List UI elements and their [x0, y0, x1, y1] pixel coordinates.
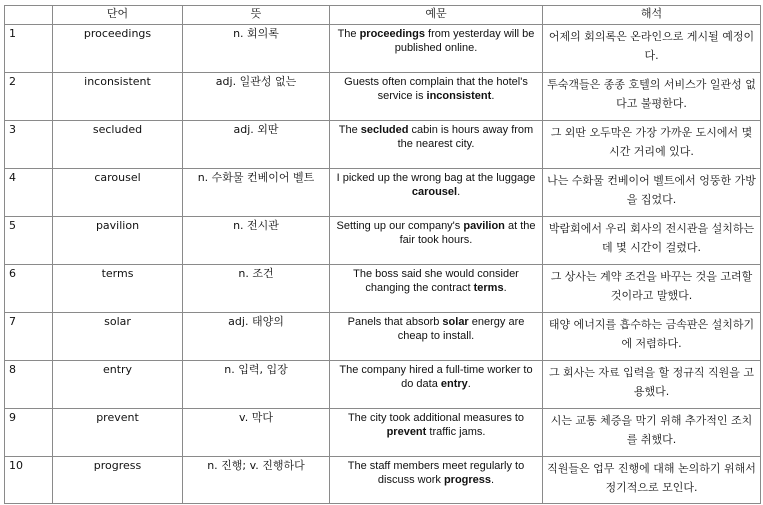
vocab-word: entry	[53, 361, 183, 409]
example-keyword: proceedings	[359, 28, 425, 40]
example-sentence	[330, 217, 543, 265]
table-row	[5, 313, 761, 361]
table-row	[5, 121, 761, 169]
example-text: traffic jams.	[426, 426, 486, 438]
row-number: 5	[5, 217, 53, 265]
vocab-word: secluded	[53, 121, 183, 169]
word-meaning: n. 수화물 컨베이어 벨트	[183, 169, 330, 217]
example-text: cabin is hours away from the nearest city.	[397, 124, 534, 150]
example-keyword: inconsistent	[426, 90, 492, 102]
row-number: 4	[5, 169, 53, 217]
korean-translation: 어제의 회의록은 온라인으로 게시될 예정이다.	[543, 25, 761, 73]
example-text: .	[503, 282, 507, 294]
word-meaning: v. 막다	[183, 409, 330, 457]
vocab-word: solar	[53, 313, 183, 361]
example-text: Guests often complain that the hotel's service is	[344, 76, 528, 102]
vocab-word: proceedings	[53, 25, 183, 73]
row-number: 8	[5, 361, 53, 409]
example-keyword: secluded	[360, 124, 409, 136]
word-meaning: adj. 태양의	[183, 313, 330, 361]
word-meaning: n. 전시관	[183, 217, 330, 265]
example-keyword: progress	[443, 474, 492, 486]
row-number: 1	[5, 25, 53, 73]
example-text: The boss said she would consider changing the contract	[353, 268, 519, 294]
example-sentence	[330, 409, 543, 457]
example-text: The staff members meet regularly to discuss work	[347, 460, 525, 486]
korean-translation: 태양 에너지를 흡수하는 금속판은 설치하기에 저렴하다.	[543, 313, 761, 361]
word-meaning: n. 조건	[183, 265, 330, 313]
table-body	[5, 25, 761, 504]
header-meaning: 뜻	[183, 6, 330, 25]
example-text: .	[491, 90, 495, 102]
example-text: The	[337, 28, 360, 40]
korean-translation: 시는 교통 체증을 막기 위해 추가적인 조치를 취했다.	[543, 409, 761, 457]
example-sentence	[330, 265, 543, 313]
vocab-word: progress	[53, 457, 183, 504]
example-text: Panels that absorb	[347, 316, 443, 328]
example-text: energy are cheap to install.	[397, 316, 525, 342]
vocab-word: terms	[53, 265, 183, 313]
row-number: 9	[5, 409, 53, 457]
example-text: from yesterday will be published online.	[394, 28, 535, 54]
word-meaning: n. 진행; v. 진행하다	[183, 457, 330, 504]
header-word: 단어	[53, 6, 183, 25]
korean-translation: 그 회사는 자료 입력을 할 정규직 직원을 고용했다.	[543, 361, 761, 409]
row-number: 2	[5, 73, 53, 121]
korean-translation: 투숙객들은 종종 호텔의 서비스가 일관성 없다고 불평한다.	[543, 73, 761, 121]
example-text: The	[338, 124, 361, 136]
example-text: The city took additional measures to	[347, 412, 525, 424]
vocabulary-table	[4, 5, 761, 504]
example-text: .	[457, 186, 461, 198]
word-meaning: adj. 외딴	[183, 121, 330, 169]
example-sentence	[330, 121, 543, 169]
example-text: at the fair took hours.	[399, 220, 536, 246]
korean-translation: 그 외딴 오두막은 가장 가까운 도시에서 몇 시간 거리에 있다.	[543, 121, 761, 169]
table-row	[5, 217, 761, 265]
example-text: .	[467, 378, 471, 390]
example-sentence	[330, 361, 543, 409]
example-text: I picked up the wrong bag at the luggage	[336, 172, 536, 184]
vocab-word: inconsistent	[53, 73, 183, 121]
vocab-word: pavilion	[53, 217, 183, 265]
example-keyword: prevent	[386, 426, 427, 438]
example-keyword: entry	[440, 378, 468, 390]
example-sentence	[330, 25, 543, 73]
table-row	[5, 409, 761, 457]
vocab-word: prevent	[53, 409, 183, 457]
example-text: Setting up our company's	[336, 220, 464, 232]
table-row	[5, 25, 761, 73]
table-row	[5, 457, 761, 504]
example-keyword: pavilion	[463, 220, 505, 232]
korean-translation: 나는 수화물 컨베이어 벨트에서 엉뚱한 가방을 집었다.	[543, 169, 761, 217]
word-meaning: n. 입력, 입장	[183, 361, 330, 409]
korean-translation: 그 상사는 계약 조건을 바꾸는 것을 고려할 것이라고 말했다.	[543, 265, 761, 313]
example-keyword: terms	[473, 282, 504, 294]
header-number	[5, 6, 53, 25]
example-sentence	[330, 313, 543, 361]
word-meaning: adj. 일관성 없는	[183, 73, 330, 121]
example-text: .	[491, 474, 495, 486]
example-keyword: carousel	[411, 186, 458, 198]
korean-translation: 박람회에서 우리 회사의 전시관을 설치하는 데 몇 시간이 걸렸다.	[543, 217, 761, 265]
table-row	[5, 361, 761, 409]
vocab-word: carousel	[53, 169, 183, 217]
table-header-row	[5, 6, 761, 25]
example-sentence	[330, 457, 543, 504]
example-keyword: solar	[442, 316, 469, 328]
row-number: 6	[5, 265, 53, 313]
example-text: The company hired a full-time worker to do data	[339, 364, 533, 390]
row-number: 10	[5, 457, 53, 504]
table-row	[5, 265, 761, 313]
table-row	[5, 169, 761, 217]
table-row	[5, 73, 761, 121]
header-example: 예문	[330, 6, 543, 25]
word-meaning: n. 회의록	[183, 25, 330, 73]
example-sentence	[330, 169, 543, 217]
header-translation: 해석	[543, 6, 761, 25]
example-sentence	[330, 73, 543, 121]
row-number: 7	[5, 313, 53, 361]
row-number: 3	[5, 121, 53, 169]
korean-translation: 직원들은 업무 진행에 대해 논의하기 위해서 정기적으로 모인다.	[543, 457, 761, 504]
